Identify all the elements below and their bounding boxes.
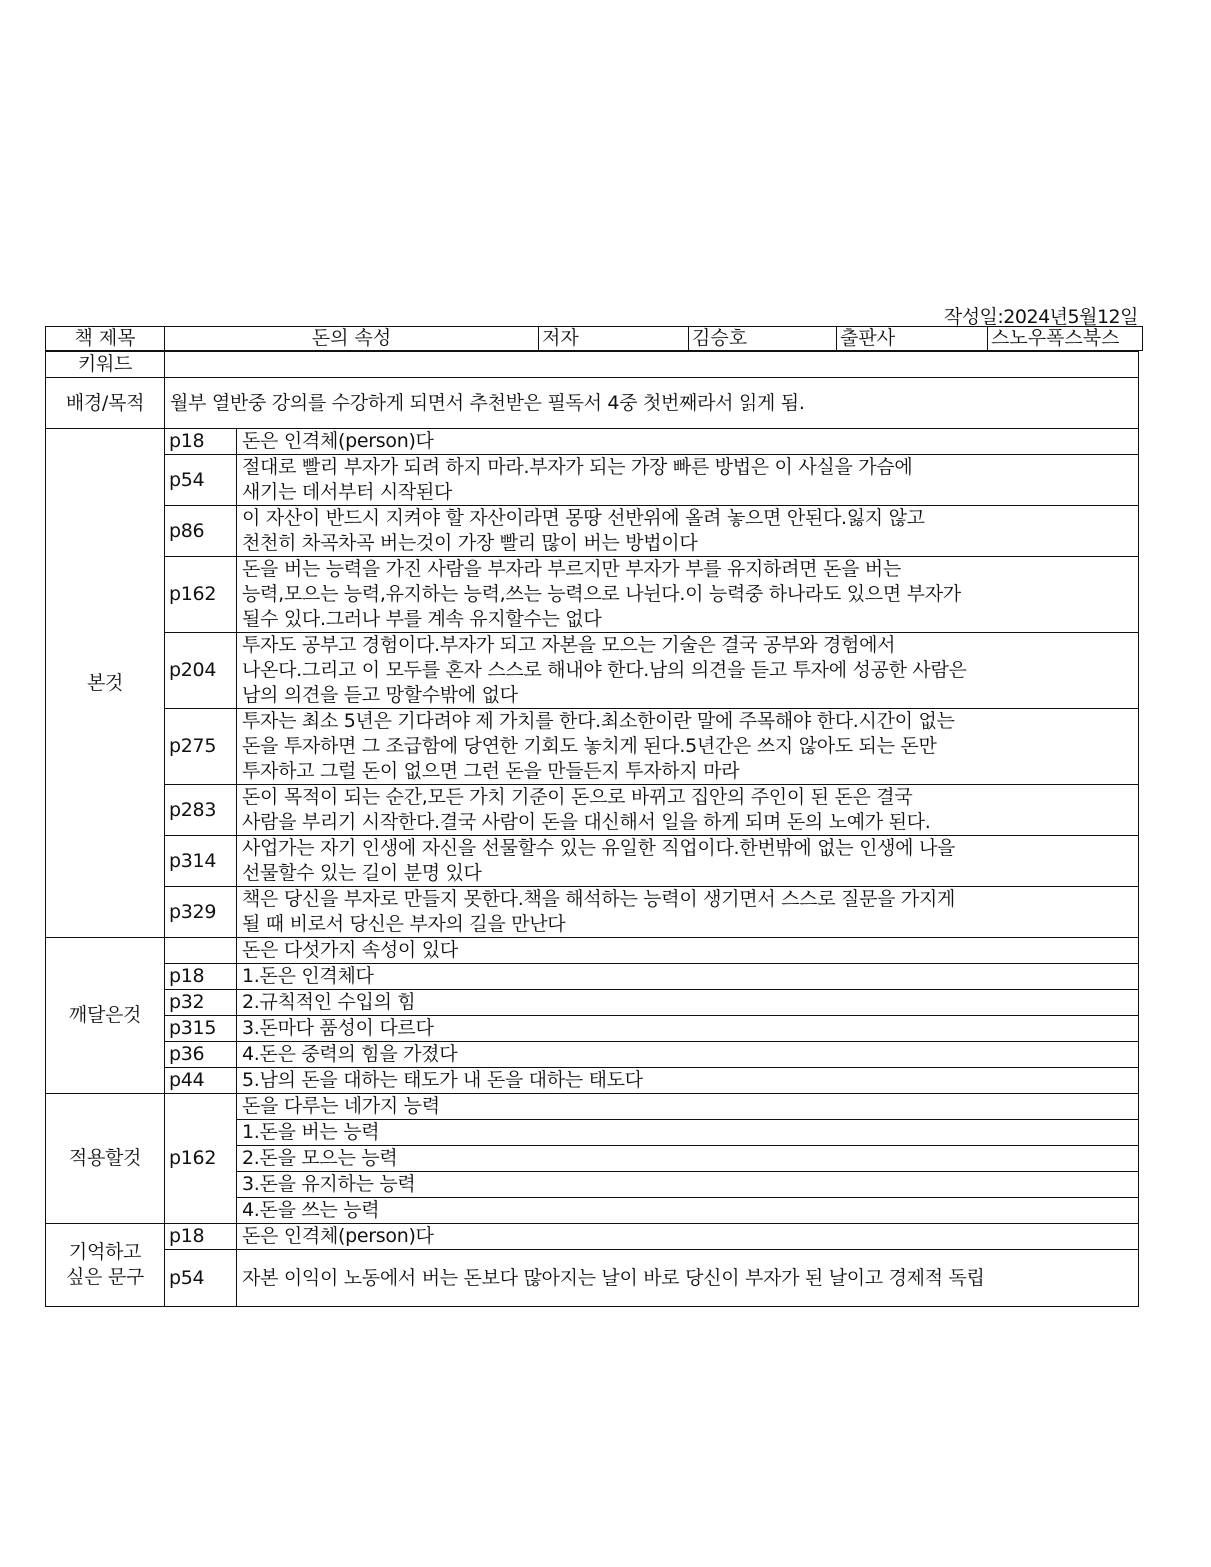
realized-label: 깨달은것	[46, 938, 165, 1094]
purpose-value: 월부 열반중 강의를 수강하게 되면서 추천받은 필독서 4중 첫번째라서 읽게 됨.	[165, 378, 1139, 429]
seen-text	[237, 557, 1139, 633]
seen-line: 나온다.그리고 이 모두를 혼자 스스로 해내야 한다.남의 의견을 듣고 투자에 성공한 사람은	[242, 659, 967, 681]
seen-page: p283	[165, 785, 237, 836]
apply-page: p162	[165, 1094, 237, 1224]
seen-text	[237, 429, 1139, 455]
purpose-row	[46, 378, 1139, 429]
quotes-label-line: 기억하고	[68, 1241, 142, 1263]
realized-row	[46, 964, 1139, 990]
seen-line: 돈이 목적이 되는 순간,모든 가치 기준이 돈으로 바뀌고 집안의 주인이 된 돈은 결국	[242, 786, 913, 808]
seen-page: p86	[165, 506, 237, 557]
seen-text	[237, 506, 1139, 557]
seen-text	[237, 785, 1139, 836]
apply-text: 3.돈을 유지하는 능력	[237, 1172, 1139, 1198]
seen-row	[46, 557, 1139, 633]
apply-text: 2.돈을 모으는 능력	[237, 1146, 1139, 1172]
realized-row	[46, 990, 1139, 1016]
seen-page: p314	[165, 836, 237, 887]
seen-row	[46, 633, 1139, 709]
quote-row	[46, 1224, 1139, 1250]
realized-text: 1.돈은 인격체다	[237, 964, 1139, 990]
seen-row	[46, 785, 1139, 836]
publisher-label: 출판사	[836, 326, 987, 351]
realized-text: 5.남의 돈을 대하는 태도가 내 돈을 대하는 태도다	[237, 1068, 1139, 1094]
seen-row	[46, 709, 1139, 785]
quote-text: 돈은 인격체(person)다	[237, 1224, 1139, 1250]
seen-page: p54	[165, 455, 237, 506]
realized-text: 2.규칙적인 수입의 힘	[237, 990, 1139, 1016]
book-title-value: 돈의 속성	[164, 326, 538, 351]
seen-line: 돈을 버는 능력을 가진 사람을 부자라 부르지만 부자가 부를 유지하려면 돈을 버는	[242, 558, 901, 580]
seen-line: 남의 의견을 듣고 망할수밖에 없다	[242, 684, 518, 706]
seen-label: 본것	[46, 429, 165, 938]
quotes-label-line: 싶은 문구	[66, 1266, 144, 1288]
realized-page: p36	[165, 1042, 237, 1068]
book-info-header	[45, 326, 1143, 351]
realized-text: 돈은 다섯가지 속성이 있다	[237, 938, 1139, 964]
keyword-value	[165, 352, 1139, 378]
author-label: 저자	[538, 326, 688, 351]
seen-row	[46, 429, 1139, 455]
realized-row	[46, 1042, 1139, 1068]
seen-row	[46, 506, 1139, 557]
apply-label: 적용할것	[46, 1094, 165, 1224]
realized-page	[165, 938, 237, 964]
seen-line: 절대로 빨리 부자가 되려 하지 마라.부자가 되는 가장 빠른 방법은 이 사실을 가슴에	[242, 456, 913, 478]
document-date: 작성일:2024년5월12일	[943, 306, 1138, 328]
publisher-value: 스노우폭스북스	[987, 326, 1143, 351]
apply-row	[46, 1094, 1139, 1120]
seen-line: 이 자산이 반드시 지켜야 할 자산이라면 몽땅 선반위에 올려 놓으면 안된다.잃지 않고	[242, 507, 925, 529]
seen-text	[237, 836, 1139, 887]
reading-notes-table	[45, 351, 1139, 1307]
author-value: 김승호	[688, 326, 836, 351]
seen-row	[46, 455, 1139, 506]
seen-page: p18	[165, 429, 237, 455]
quote-row	[46, 1250, 1139, 1307]
seen-line: 돈은 인격체(person)다	[242, 430, 434, 452]
seen-line: 새기는 데서부터 시작된다	[242, 481, 453, 503]
seen-row	[46, 887, 1139, 938]
apply-text: 돈을 다루는 네가지 능력	[237, 1094, 1139, 1120]
seen-line: 선물할수 있는 길이 분명 있다	[242, 862, 482, 884]
seen-text	[237, 633, 1139, 709]
seen-line: 될 때 비로서 당신은 부자의 길을 만난다	[242, 913, 566, 935]
seen-page: p204	[165, 633, 237, 709]
seen-line: 될수 있다.그러나 부를 계속 유지할수는 없다	[242, 608, 602, 630]
seen-line: 능력,모으는 능력,유지하는 능력,쓰는 능력으로 나뉜다.이 능력중 하나라도 있으면 부자가	[242, 583, 961, 605]
quote-text: 자본 이익이 노동에서 버는 돈보다 많아지는 날이 바로 당신이 부자가 된 날이고 경제적 독립	[237, 1250, 1139, 1307]
realized-page: p32	[165, 990, 237, 1016]
realized-page: p315	[165, 1016, 237, 1042]
apply-text: 4.돈을 쓰는 능력	[237, 1198, 1139, 1224]
seen-row	[46, 836, 1139, 887]
seen-line: 투자하고 그럴 돈이 없으면 그런 돈을 만들든지 투자하지 마라	[242, 760, 740, 782]
seen-line: 천천히 차곡차곡 버는것이 가장 빨리 많이 버는 방법이다	[242, 532, 698, 554]
realized-row	[46, 938, 1139, 964]
realized-text: 3.돈마다 품성이 다르다	[237, 1016, 1139, 1042]
seen-page: p275	[165, 709, 237, 785]
realized-text: 4.돈은 중력의 힘을 가졌다	[237, 1042, 1139, 1068]
seen-text	[237, 455, 1139, 506]
keyword-label: 키워드	[46, 352, 165, 378]
keyword-row	[46, 352, 1139, 378]
seen-page: p329	[165, 887, 237, 938]
quote-page: p18	[165, 1224, 237, 1250]
seen-page: p162	[165, 557, 237, 633]
seen-line: 투자도 공부고 경험이다.부자가 되고 자본을 모으는 기술은 결국 공부와 경험에서	[242, 634, 896, 656]
seen-line: 투자는 최소 5년은 기다려야 제 가치를 한다.최소한이란 말에 주목해야 한다.시간이 없는	[242, 710, 955, 732]
seen-text	[237, 709, 1139, 785]
seen-line: 사람을 부리기 시작한다.결국 사람이 돈을 대신해서 일을 하게 되며 돈의 노예가 된다.	[242, 811, 931, 833]
quote-page: p54	[165, 1250, 237, 1307]
seen-line: 책은 당신을 부자로 만들지 못한다.책을 해석하는 능력이 생기면서 스스로 질문을 가지게	[242, 888, 956, 910]
seen-text	[237, 887, 1139, 938]
seen-line: 사업가는 자기 인생에 자신을 선물할수 있는 유일한 직업이다.한번밖에 없는 인생에 나을	[242, 837, 956, 859]
quotes-label	[46, 1224, 165, 1307]
realized-row	[46, 1016, 1139, 1042]
realized-page: p44	[165, 1068, 237, 1094]
apply-text: 1.돈을 버는 능력	[237, 1120, 1139, 1146]
book-title-label: 책 제목	[45, 326, 164, 351]
purpose-label: 배경/목적	[46, 378, 165, 429]
realized-row	[46, 1068, 1139, 1094]
seen-line: 돈을 투자하면 그 조급함에 당연한 기회도 놓치게 된다.5년간은 쓰지 않아도 되는 돈만	[242, 735, 937, 757]
realized-page: p18	[165, 964, 237, 990]
